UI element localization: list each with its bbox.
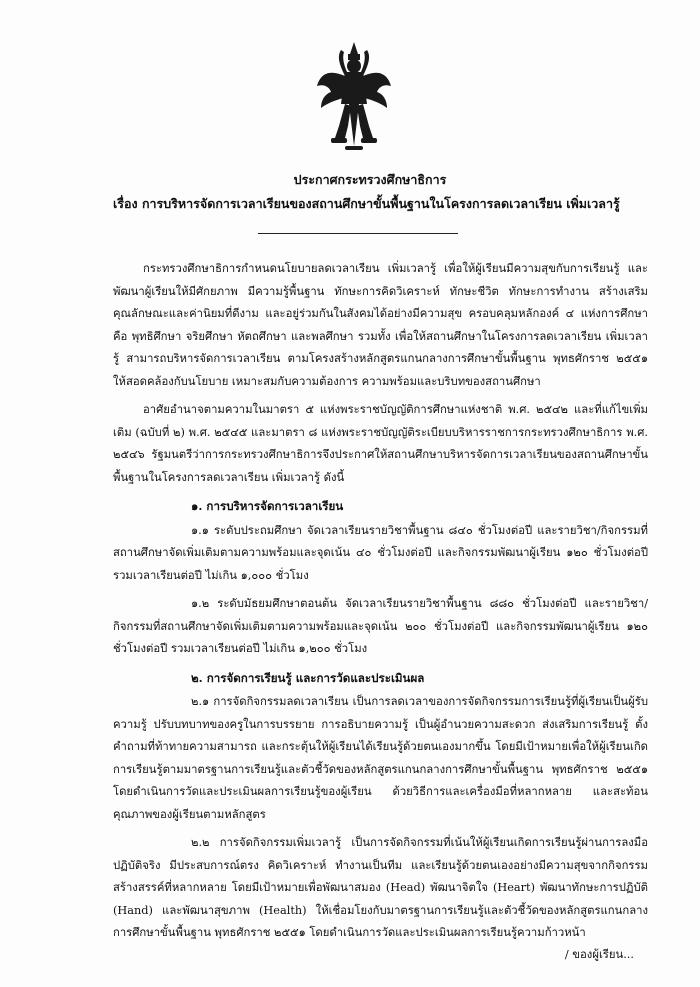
- section-1-1: ๑.๑ ระดับประถมศึกษา จัดเวลาเรียนรายวิชาพื้นฐาน ๘๔๐ ชั่วโมงต่อปี และรายวิชา/กิจกรรมที่สถานศึกษาจัดเพิ่มเติมตามความพร้อมและจุดเน้น ๔๐ ชั่วโมงต่อปี และกิจกรรมพัฒนาผู้เรียน ๑๒๐ ชั่วโมงต่อปี รวมเวลาเรียนต่อปี ไม่เกิน ๑,๐๐๐ ชั่วโมง: [113, 523, 648, 582]
- document-title: ประกาศกระทรวงศึกษาธิการ: [293, 172, 447, 187]
- title-block: [0, 170, 700, 214]
- section-2-heading: ๒. การจัดการเรียนรู้ และการวัดและประเมินผล: [191, 670, 425, 685]
- section-2-2: ๒.๒ การจัดกิจกรรมเพิ่มเวลารู้ เป็นการจัดกิจกรรมที่เน้นให้ผู้เรียนเกิดการเรียนรู้ผ่านการลงมือปฏิบัติจริง มีประสบการณ์ตรง คิดวิเคราะห์ ทำงานเป็นทีม และเรียนรู้ด้วยตนเองอย่างมีความสุขจากกิจกรรมสร้างสรรค์ที่หลากหลาย โดยมีเป้าหมายเพื่อพัฒนาสมอง (Head) พัฒนาจิตใจ (Heart) พัฒนาทักษะการปฏิบัติ (Hand) และพัฒนาสุขภาพ (Health) ให้เชื่อมโยงกับมาตรฐานการเรียนรู้และตัวชี้วัดของหลักสูตรแกนกลางการศึกษาขั้นพื้นฐาน พุทธศักราช ๒๕๕๑ โดยดำเนินการวัดและประเมินผลการเรียนรู้ความก้าวหน้า: [113, 836, 648, 939]
- section-1-2: ๑.๒ ระดับมัธยมศึกษาตอนต้น จัดเวลาเรียนรายวิชาพื้นฐาน ๘๘๐ ชั่วโมงต่อปี และรายวิชา/กิจกรรมที่สถานศึกษาจัดเพิ่มเติมตามความพร้อมและจุดเน้น ๒๐๐ ชั่วโมงต่อปี และกิจกรรมพัฒนาผู้เรียน ๑๒๐ ชั่วโมงต่อปี รวมเวลาเรียนต่อปี ไม่เกิน ๑,๒๐๐ ชั่วโมง: [113, 597, 648, 655]
- document-subject: เรื่อง การบริหารจัดการเวลาเรียนของสถานศึกษาขั้นพื้นฐานในโครงการลดเวลาเรียน เพิ่มเวลารู้: [113, 196, 620, 211]
- document-body: [113, 258, 648, 951]
- title-divider: [258, 233, 458, 234]
- authority-paragraph: อาศัยอำนาจตามความในมาตรา ๕ แห่งพระราชบัญญัติการศึกษาแห่งชาติ พ.ศ. ๒๕๔๒ และที่แก้ไขเพิ่มเติม (ฉบับที่ ๒) พ.ศ. ๒๕๔๕ และมาตรา ๘ แห่งพระราชบัญญัติระเบียบบริหารราชการกระทรวงศึกษาธิการ พ.ศ. ๒๕๔๖ รัฐมนตรีว่าการกระทรวงศึกษาธิการจึงประกาศให้สถานศึกษาบริหารจัดการเวลาเรียนของสถานศึกษาขั้นพื้นฐานในโครงการลดเวลาเรียน เพิ่มเวลารู้ ดังนี้: [113, 403, 648, 484]
- intro-paragraph: กระทรวงศึกษาธิการกำหนดนโยบายลดเวลาเรียน เพิ่มเวลารู้ เพื่อให้ผู้เรียนมีความสุขกับการเรียนรู้ และพัฒนาผู้เรียนให้มีศักยภาพ มีความรู้พื้นฐาน ทักษะการคิดวิเคราะห์ ทักษะชีวิต ทักษะการทำงาน สร้างเสริมคุณลักษณะและค่านิยมที่ดีงาม และอยู่ร่วมกันในสังคมได้อย่างมีความสุข ครอบคลุมหลักองค์ ๔ แห่งการศึกษา คือ พุทธิศึกษา จริยศึกษา หัตถศึกษา และพลศึกษา รวมทั้ง เพื่อให้สถานศึกษาในโครงการลดเวลาเรียน เพิ่มเวลารู้ สามารถบริหารจัดการเวลาเรียน ตามโครงสร้างหลักสูตรแกนกลางการศึกษาขั้นพื้นฐาน พุทธศักราช ๒๕๕๑ ให้สอดคล้องกับนโยบาย เหมาะสมกับความต้องการ ความพร้อมและบริบทของสถานศึกษา: [113, 262, 648, 388]
- garuda-emblem-icon: [315, 42, 393, 154]
- section-1-heading: ๑. การบริหารจัดการเวลาเรียน: [191, 499, 344, 513]
- section-2-1: ๒.๑ การจัดกิจกรรมลดเวลาเรียน เป็นการลดเวลาของการจัดกิจกรรมการเรียนรู้ที่ผู้เรียนเป็นผู้รับความรู้ ปรับบทบาทของครูในการบรรยาย การอธิบายความรู้ เป็นผู้อำนวยความสะดวก ส่งเสริมการเรียนรู้ ตั้งคำถามที่ท้าทายความสามารถ และกระตุ้นให้ผู้เรียนได้เรียนรู้ด้วยตนเองมากขึ้น โดยมีเป้าหมายเพื่อให้ผู้เรียนเกิดการเรียนรู้ตามมาตรฐานการเรียนรู้และตัวชี้วัดของหลักสูตรแกนกลางการศึกษาขั้นพื้นฐาน พุทธศักราช ๒๕๕๑ โดยดำเนินการวัดและประเมินผลการเรียนรู้ของผู้เรียน ด้วยวิธีการและเครื่องมือที่หลากหลาย และสะท้อนคุณภาพของผู้เรียนตามหลักสูตร: [113, 695, 648, 821]
- continuation-note: / ของผู้เรียน...: [564, 948, 634, 961]
